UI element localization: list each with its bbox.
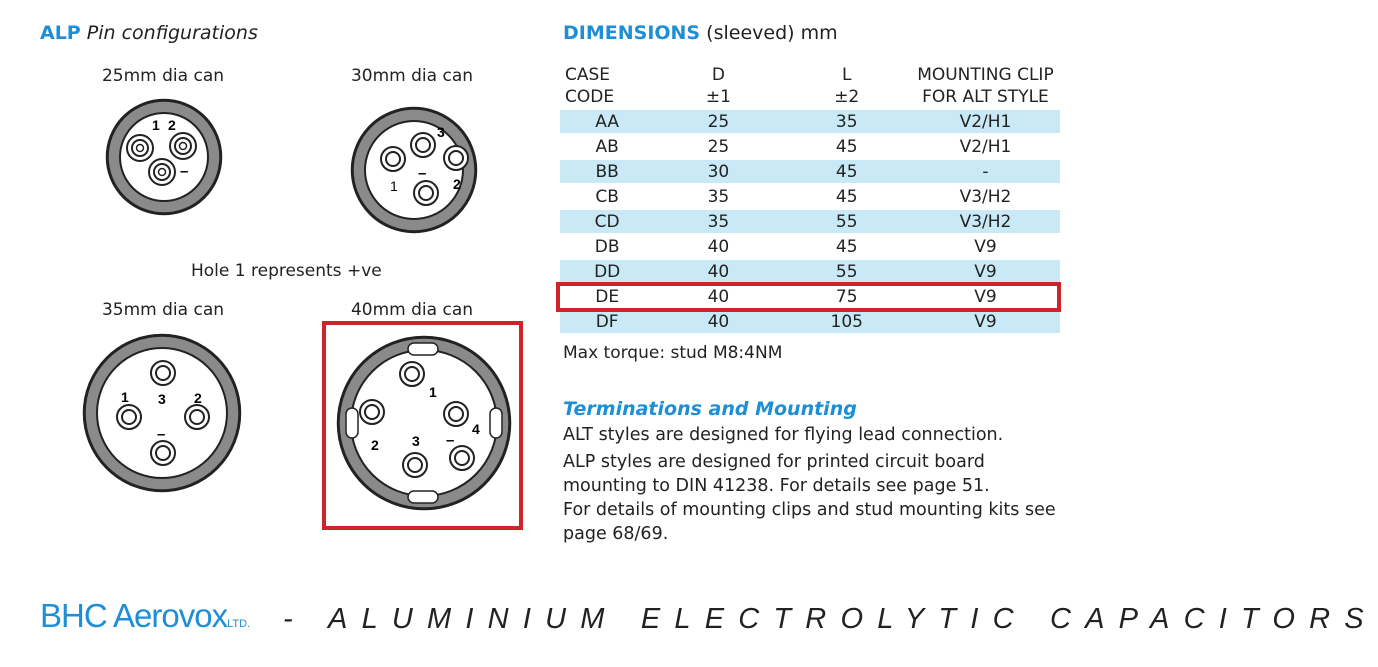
header-l: L ±2 [834,65,860,107]
cell-d: 40 [654,260,782,283]
cell-mounting-clip: V3/H2 [911,210,1060,233]
pin-number: 1 [152,117,160,133]
terminations-paragraph: ALT styles are designed for flying lead connection. [563,425,1004,445]
pin-number: 1 [121,389,129,405]
can-diagram-25mm [103,96,225,218]
brand-suffix: LTD. [227,618,251,630]
cell-d: 40 [654,310,782,333]
pin-number: 2 [194,390,202,406]
cell-mounting-clip: V9 [974,236,997,257]
pin-number: 3 [437,124,445,140]
footer-tagline: ALUMINIUM ELECTROLYTIC CAPACITORS [328,603,1378,635]
cell-l: 35 [783,110,911,133]
cell-case-code: DF [560,310,654,333]
pin-hole-icon [170,133,196,159]
cell-case-code: DE [595,286,620,307]
can-label-25mm: 25mm dia can [101,66,225,86]
pin-config-heading-italic: Pin configurations [86,22,258,44]
highlight-box-40mm [322,321,523,530]
pin-hole-icon [444,146,468,170]
table-row [560,135,1060,158]
cell-l: 105 [783,310,911,333]
pin-minus: – [180,163,189,180]
cell-l: 45 [835,236,858,257]
table-row [560,185,1060,208]
pin-hole-icon [151,361,175,385]
cell-d: 35 [654,210,782,233]
pin-number: 3 [412,433,420,449]
cell-mounting-clip: V9 [974,286,997,307]
terminations-paragraph: ALP styles are designed for printed circuit board mounting to DIN 41238. For details see page 51. [563,452,990,496]
header-mounting-clip: MOUNTING CLIP FOR ALT STYLE [917,65,1054,107]
cell-mounting-clip: V9 [911,260,1060,283]
cell-l: 55 [783,260,911,283]
cell-mounting-clip: - [911,160,1060,183]
pin-number: 1 [390,178,398,194]
footer-tagline-line [283,603,1378,636]
cell-mounting-clip: V3/H2 [959,186,1012,207]
cell-d: 30 [654,160,782,183]
can-label-30mm: 30mm dia can [350,66,474,86]
cell-d: 40 [707,236,730,257]
cell-l: 75 [835,286,858,307]
pin-number: 1 [429,384,437,400]
pin-number: 4 [472,421,480,437]
pin-hole-icon [127,135,153,161]
table-row [560,235,1060,258]
pin-minus: – [418,165,427,182]
cell-case-code: AA [560,110,654,133]
pin-config-heading [40,22,258,44]
can-label-35mm: 35mm dia can [101,300,225,320]
cell-d: 35 [707,186,730,207]
footer-separator: - [283,603,307,635]
highlight-box-de-row [556,282,1061,312]
dimensions-heading [563,22,838,44]
can-label-40mm: 40mm dia can [350,300,474,320]
pin-number: 2 [168,117,176,133]
cell-case-code: BB [560,160,654,183]
max-torque-note: Max torque: stud M8:4NM [563,343,783,363]
pin-hole-icon [151,441,175,465]
table-row [560,310,1060,333]
cell-d: 40 [707,286,730,307]
cell-case-code: AB [595,136,619,157]
cell-mounting-clip: V2/H1 [911,110,1060,133]
can-diagram-30mm [336,105,492,235]
terminations-heading: Terminations and Mounting [563,398,857,420]
table-header-row [560,64,1060,108]
cell-l: 55 [783,210,911,233]
table-row [560,260,1060,283]
pin-hole-icon [117,405,141,429]
cell-case-code: DB [594,236,620,257]
pin-hole-icon [381,147,405,171]
table-row [560,160,1060,183]
dimensions-heading-bold: DIMENSIONS [563,22,701,44]
brand-logo [40,597,250,635]
cell-case-code: CD [560,210,654,233]
cell-l: 45 [835,186,858,207]
table-row [560,210,1060,233]
pin-hole-icon [414,181,438,205]
terminations-paragraph: For details of mounting clips and stud mounting kits see page 68/69. [563,500,1056,544]
dimensions-heading-rest: (sleeved) mm [706,22,838,44]
brand-name: BHC Aerovox [40,597,228,634]
pin-number: 3 [158,391,166,407]
pin-config-heading-bold: ALP [40,22,81,44]
header-case-code: CASE CODE [565,65,615,107]
hole-note: Hole 1 represents +ve [191,261,382,281]
can-diagram-35mm [81,332,243,494]
pin-hole-icon [149,159,175,185]
cell-d: 25 [654,110,782,133]
cell-mounting-clip: V2/H1 [959,136,1012,157]
pin-hole-icon [411,133,435,157]
header-d: D ±1 [705,65,731,107]
cell-case-code: CB [595,186,619,207]
pin-number: 2 [453,176,461,192]
table-row [560,110,1060,133]
pin-number: 2 [371,437,379,453]
cell-d: 25 [707,136,730,157]
pin-hole-icon [185,405,209,429]
pin-minus: – [446,432,455,449]
cell-case-code: DD [560,260,654,283]
pin-minus: – [157,426,166,443]
cell-l: 45 [835,136,858,157]
cell-l: 45 [783,160,911,183]
cell-mounting-clip: V9 [911,310,1060,333]
